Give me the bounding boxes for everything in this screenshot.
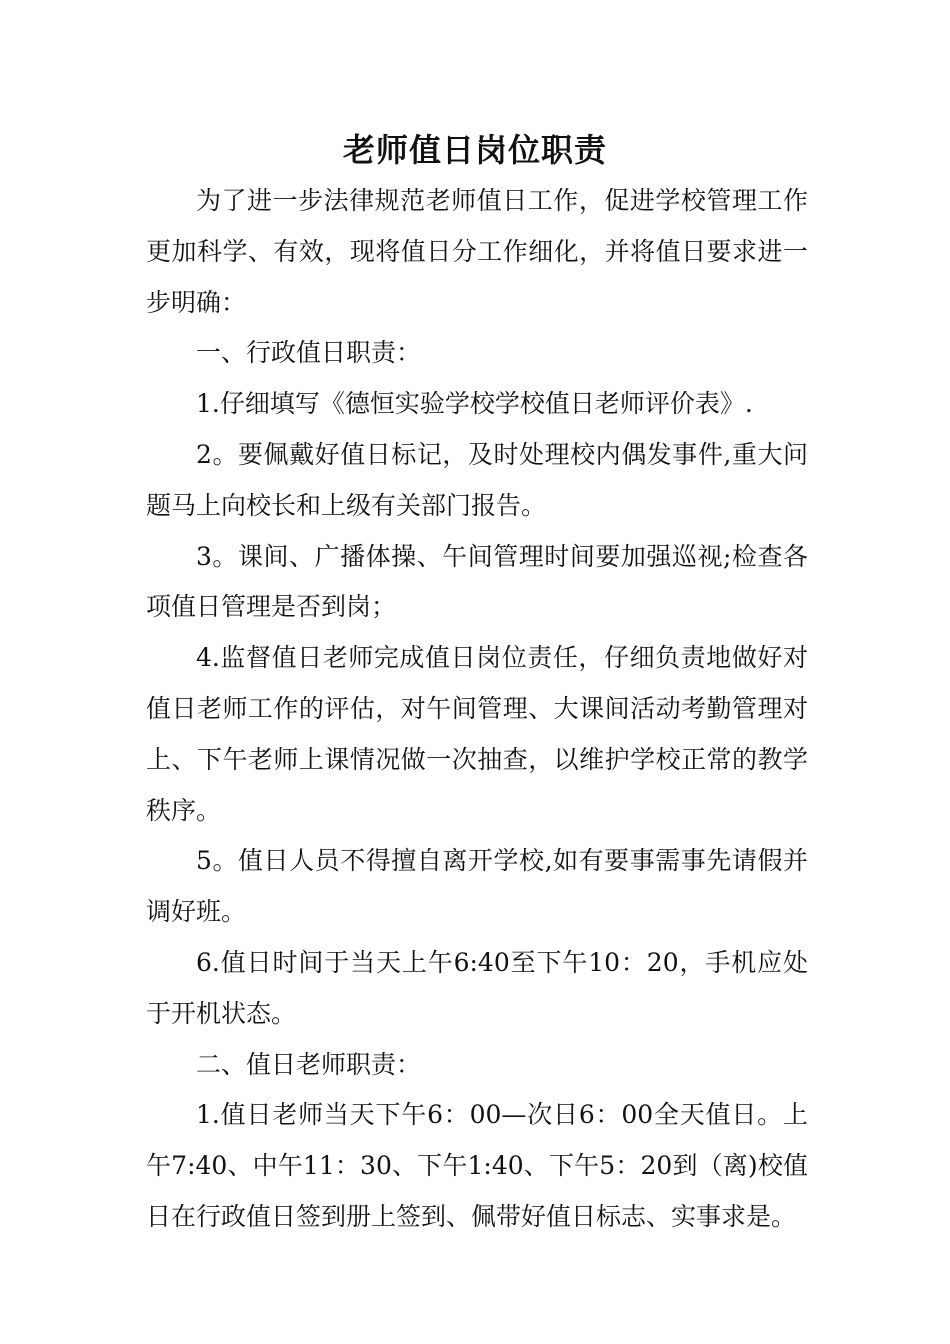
teacher-duty-item-1: 1.值日老师当天下午6：00—次日6：00全天值日。上午7:40、中午11：30、下午1:40、下午5：20到（离)校值日在行政值日签到册上签到、佩带好值日标志、实事求是。 <box>146 1100 808 1231</box>
section-heading-admin-duty: 一、行政值日职责： <box>196 338 422 368</box>
admin-duty-item-3: 3。课间、广播体操、午间管理时间要加强巡视;检查各项值日管理是否到岗； <box>146 541 808 622</box>
admin-duty-item-4: 4.监督值日老师完成值日岗位责任，仔细负责地做好对值日老师工作的评估，对午间管理、大课间活动考勤管理对上、下午老师上课情况做一次抽查，以维护学校正常的教学秩序。 <box>146 643 808 825</box>
document-body <box>146 176 808 1243</box>
admin-duty-item-2: 2。要佩戴好值日标记，及时处理校内偶发事件,重大问题马上向校长和上级有关部门报告。 <box>146 439 808 520</box>
admin-duty-item-5: 5。值日人员不得擅自离开学校,如有要事需事先请假并调好班。 <box>146 846 808 927</box>
admin-duty-item-1: 1.仔细填写《德恒实验学校学校值日老师评价表》. <box>196 389 753 419</box>
document-title: 老师值日岗位职责 <box>342 131 607 169</box>
admin-duty-item-6: 6.值日时间于当天上午6:40至下午10：20，手机应处于开机状态。 <box>146 947 808 1028</box>
intro-paragraph: 为了进一步法律规范老师值日工作，促进学校管理工作更加科学、有效，现将值日分工作细化，并将值日要求进一步明确： <box>146 186 808 317</box>
section-heading-teacher-duty: 二、值日老师职责： <box>196 1049 422 1079</box>
